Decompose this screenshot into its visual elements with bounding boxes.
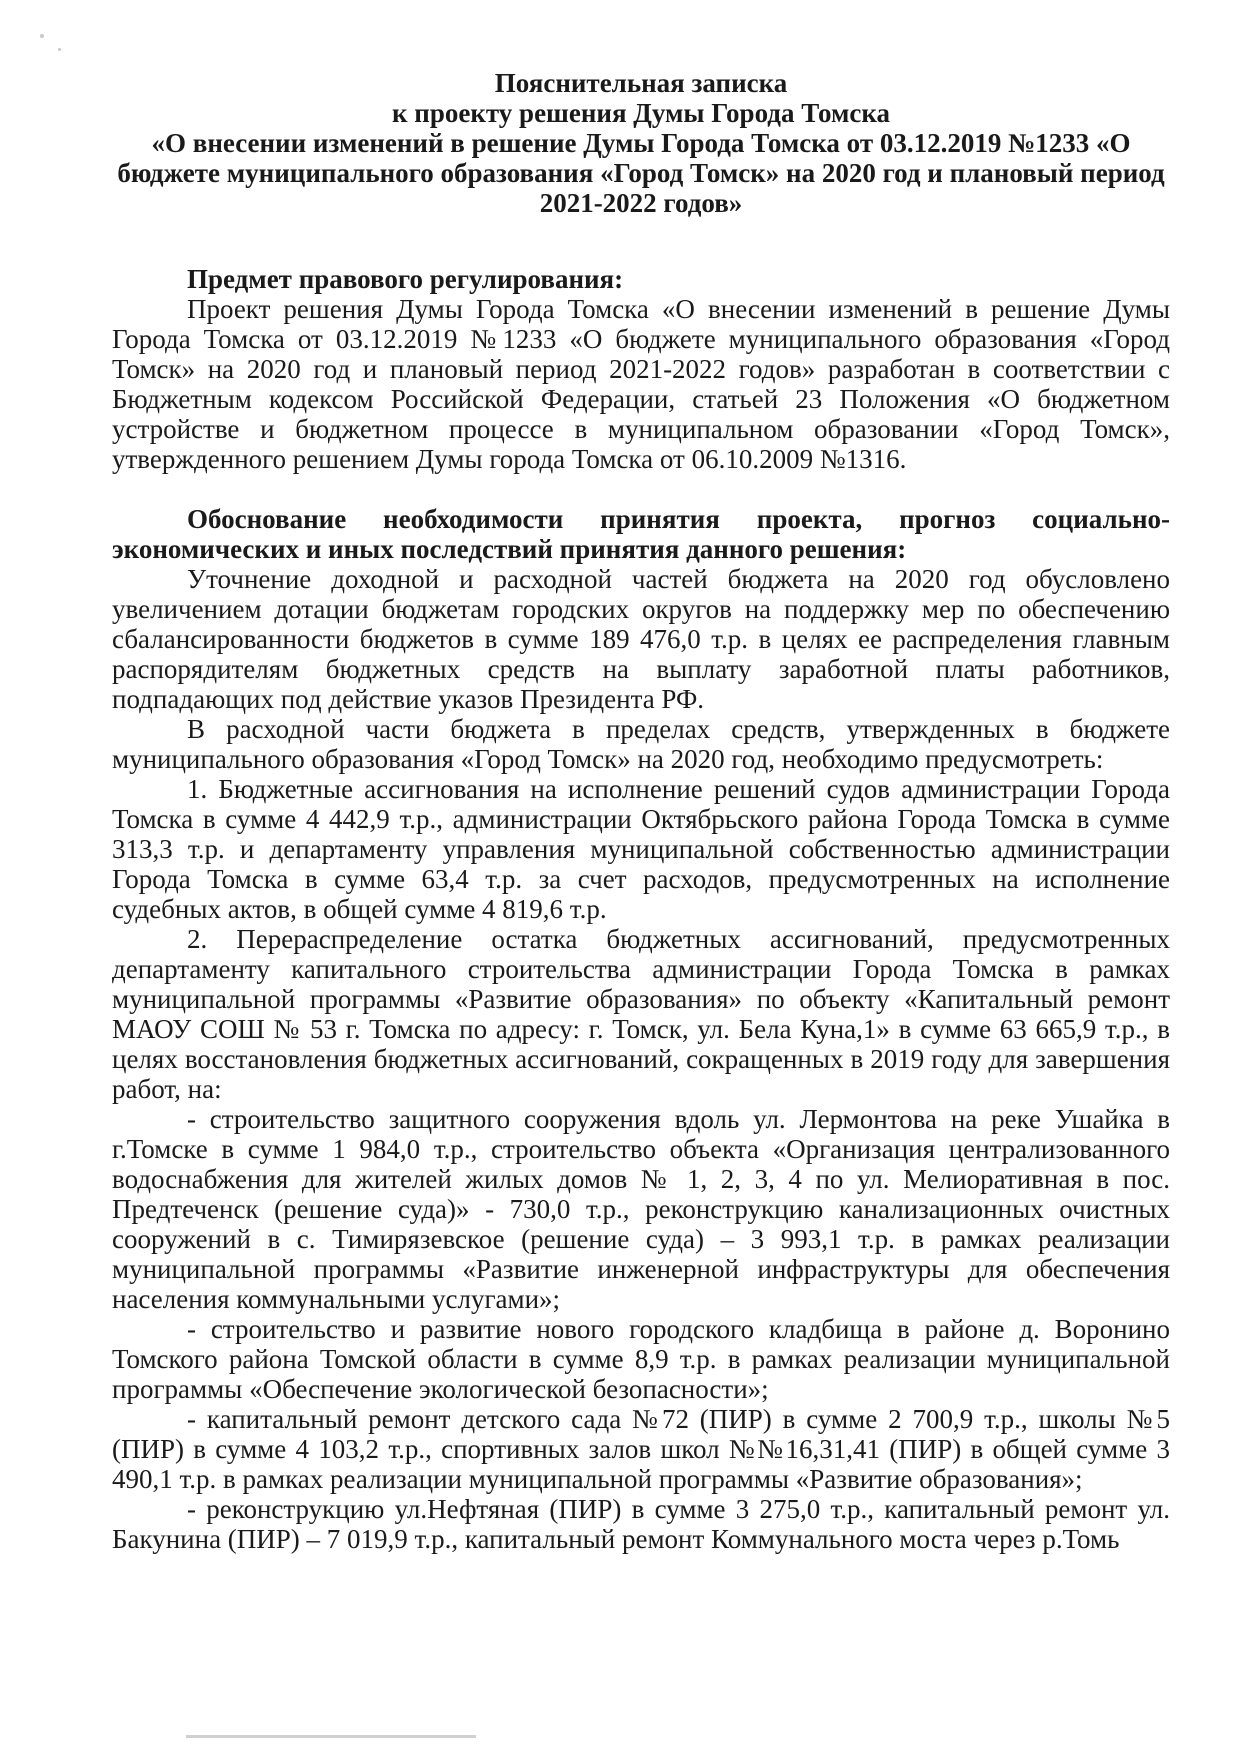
title-line: 2021-2022 годов» — [539, 188, 743, 218]
scan-speck — [40, 34, 44, 38]
body-paragraph: Уточнение доходной и расходной частей бюджета на 2020 год обусловлено увеличением дотации бюджетам городских округов на поддержку мер по обеспечению сбалансированности бюджетов в сумме 189 476,0 т.р. в целях ее распределения главным распорядителям бюджетных средств на выплату заработной платы работников, подпадающих под действие указов Президента РФ. — [112, 564, 1170, 714]
spacer — [112, 474, 1170, 504]
document-title — [112, 68, 1170, 218]
numbered-item: 1. Бюджетные ассигнования на исполнение решений судов администрации Города Томска в сумме 4 442,9 т.р., администрации Октябрьского района Города Томска в сумме 313,3 т.р. и департаменту управления муниципальной собственностью администрации Города Томска в сумме 63,4 т.р. за счет расходов, предусмотренных на исполнение судебных актов, в общей сумме 4 819,6 т.р. — [112, 774, 1170, 924]
scan-artifact — [186, 1735, 476, 1738]
numbered-item: 2. Перераспределение остатка бюджетных ассигнований, предусмотренных департаменту капитального строительства администрации Города Томска в рамках муниципальной программы «Развитие образования» по объекту «Капитальный ремонт МАОУ СОШ № 53 г. Томска по адресу: г. Томск, ул. Бела Куна,1» в сумме 63 665,9 т.р., в целях восстановления бюджетных ассигнований, сокращенных в 2019 году для завершения работ, на: — [112, 924, 1170, 1104]
title-line: бюджете муниципального образования «Город Томск» на 2020 год и плановый период — [117, 158, 1165, 188]
body-paragraph: В расходной части бюджета в пределах средств, утвержденных в бюджете муниципального образования «Город Томск» на 2020 год, необходимо предусмотреть: — [112, 714, 1170, 774]
title-line: к проекту решения Думы Города Томска — [391, 98, 891, 128]
spacer — [112, 218, 1170, 264]
title-line: Пояснительная записка — [494, 68, 788, 98]
title-line: «О внесении изменений в решение Думы Города Томска от 03.12.2019 №1233 «О — [151, 128, 1131, 158]
bullet-item: - строительство защитного сооружения вдоль ул. Лермонтова на реке Ушайка в г.Томске в сумме 1 984,0 т.р., строительство объекта «Организация централизованного водоснабжения для жителей жилых домов № 1, 2, 3, 4 по ул. Мелиоративная в пос. Предтеченск (решение суда)» - 730,0 т.р., реконструкцию канализационных очистных сооружений в с. Тимирязевское (решение суда) – 3 993,1 т.р. в рамках реализации муниципальной программы «Развитие инженерной инфраструктуры для обеспечения населения коммунальными услугами»; — [112, 1104, 1170, 1314]
scan-speck — [58, 48, 61, 51]
body-paragraph: Проект решения Думы Города Томска «О внесении изменений в решение Думы Города Томска от 03.12.2019 №1233 «О бюджете муниципального образования «Город Томск» на 2020 год и плановый период 2021-2022 годов» разработан в соответствии с Бюджетным кодексом Российской Федерации, статьей 23 Положения «О бюджетном устройстве и бюджетном процессе в муниципальном образовании «Город Томск», утвержденного решением Думы города Томска от 06.10.2009 №1316. — [112, 294, 1170, 474]
section-heading: Обоснование необходимости принятия проекта, прогноз социально-экономических и иных последствий принятия данного решения: — [112, 504, 1170, 564]
section-heading: Предмет правового регулирования: — [187, 264, 624, 294]
document-body — [112, 68, 1170, 1554]
bullet-item: - реконструкцию ул.Нефтяная (ПИР) в сумме 3 275,0 т.р., капитальный ремонт ул. Бакунина (ПИР) – 7 019,9 т.р., капитальный ремонт Коммунального моста через р.Томь — [112, 1494, 1170, 1554]
bullet-item: - строительство и развитие нового городского кладбища в районе д. Воронино Томского района Томской области в сумме 8,9 т.р. в рамках реализации муниципальной программы «Обеспечение экологической безопасности»; — [112, 1314, 1170, 1404]
bullet-item: - капитальный ремонт детского сада №72 (ПИР) в сумме 2 700,9 т.р., школы №5 (ПИР) в сумме 4 103,2 т.р., спортивных залов школ №№16,31,41 (ПИР) в общей сумме 3 490,1 т.р. в рамках реализации муниципальной программы «Развитие образования»; — [112, 1404, 1170, 1494]
